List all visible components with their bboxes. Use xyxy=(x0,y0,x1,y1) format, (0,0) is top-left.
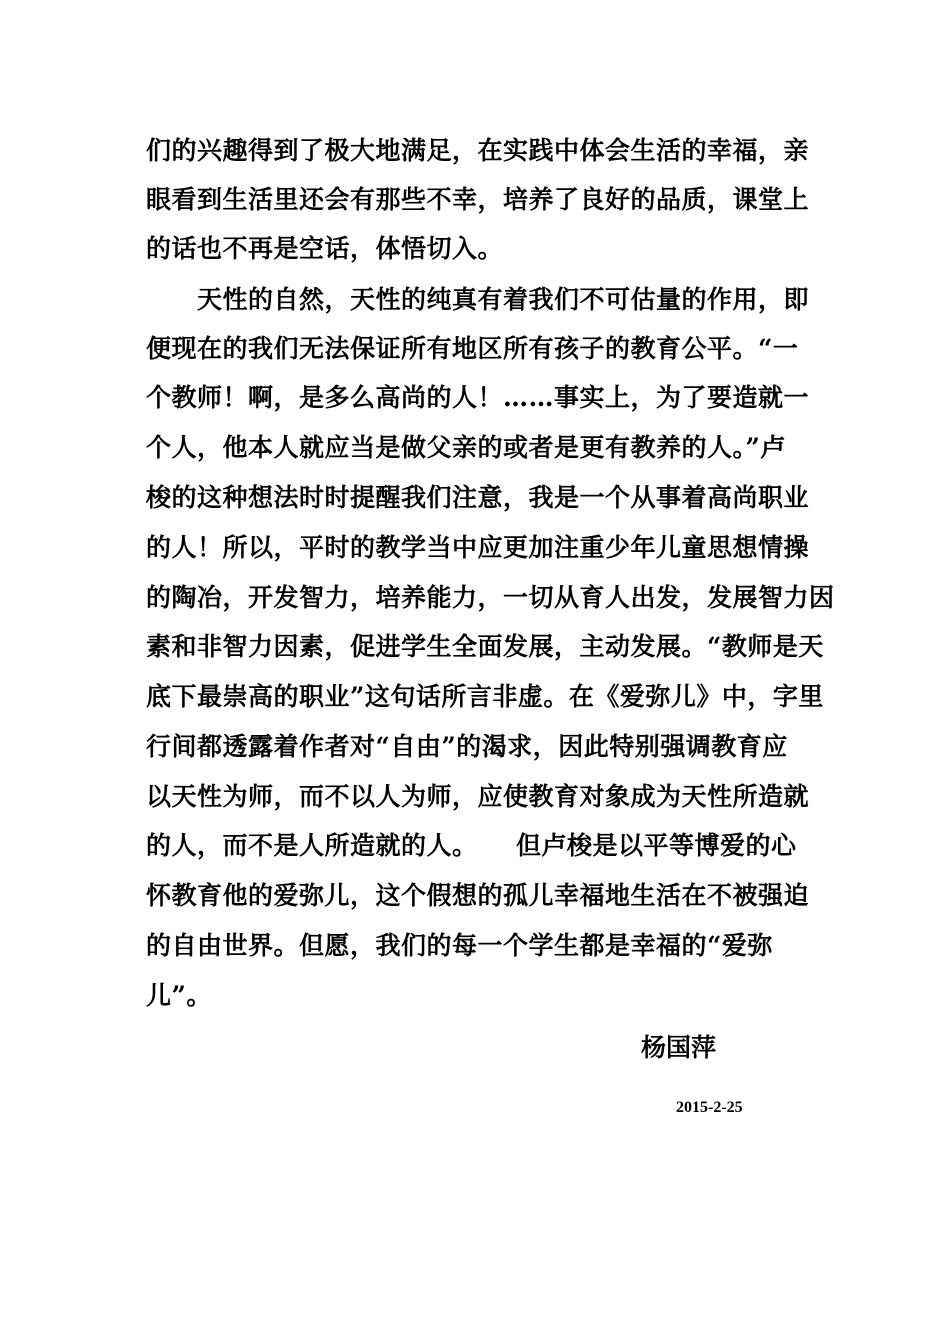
text-line: 底下最崇高的职业”这句话所言非虚。在《爱弥儿》中，字里 xyxy=(146,682,824,711)
text-line: 天性的自然，天性的纯真有着我们不可估量的作用，即 xyxy=(146,285,810,314)
text-line: 以天性为师，而不以人为师，应使教育对象成为天性所造就 xyxy=(146,782,810,811)
text-line: 们的兴趣得到了极大地满足，在实践中体会生活的幸福，亲 xyxy=(146,136,810,165)
text-line: 儿”。 xyxy=(146,981,212,1010)
text-line: 个人，他本人就应当是做父亲的或者是更有教养的人。”卢 xyxy=(146,433,786,462)
text-line: 梭的这种想法时时提醒我们注意，我是一个从事着高尚职业 xyxy=(146,483,810,512)
text-line: 素和非智力因素，促进学生全面发展，主动发展。“教师是天 xyxy=(146,632,824,661)
text-line: 的话也不再是空话，体悟切入。 xyxy=(146,234,504,263)
text-line: 怀教育他的爱弥儿，这个假想的孤儿幸福地生活在不被强迫 xyxy=(146,881,810,910)
document-date: 2015-2-25 xyxy=(676,1099,743,1116)
text-line: 眼看到生活里还会有那些不幸，培养了良好的品质，课堂上 xyxy=(146,185,810,214)
text-line: 的自由世界。但愿，我们的每一个学生都是幸福的“爱弥 xyxy=(146,931,773,960)
text-line: 行间都透露着作者对“自由”的渴求，因此特别强调教育应 xyxy=(146,732,788,761)
text-line: 便现在的我们无法保证所有地区所有孩子的教育公平。“一 xyxy=(146,334,799,363)
text-line: 个教师！啊，是多么高尚的人！……事实上，为了要造就一 xyxy=(146,383,810,412)
author-signature: 杨国萍 xyxy=(641,1033,717,1062)
text-line: 的陶冶，开发智力，培养能力，一切从育人出发，发展智力因 xyxy=(146,583,835,612)
text-line: 的人！所以，平时的教学当中应更加注重少年儿童思想情操 xyxy=(146,533,810,562)
text-line: 的人，而不是人所造就的人。 但卢梭是以平等博爱的心 xyxy=(146,831,797,860)
